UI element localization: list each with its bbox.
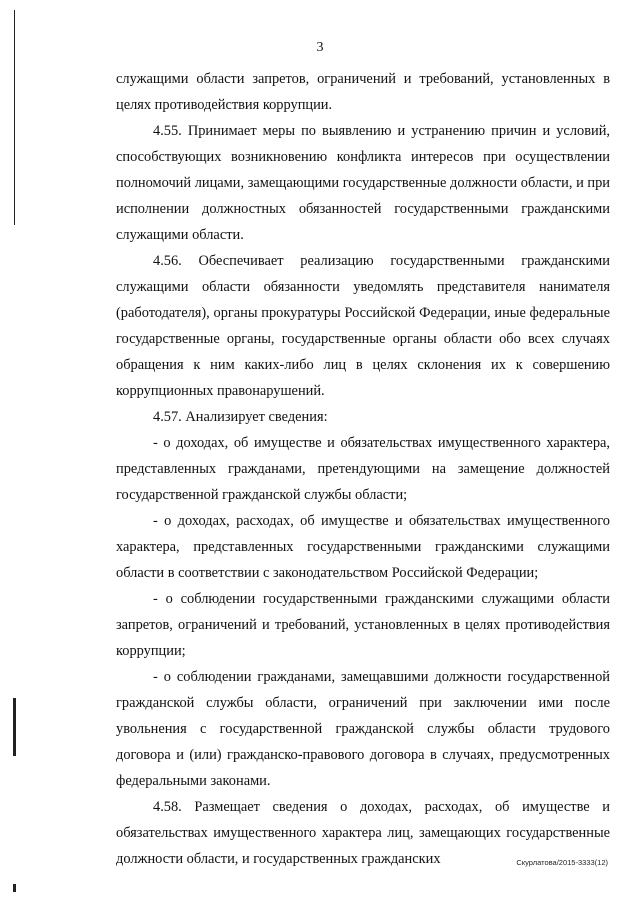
list-item-incomes-citizens: - о доходах, об имуществе и обязательствах имущественного характера, представленных гражданами, претендующими на замещение должностей государственной гражданской службы области;	[116, 435, 610, 503]
registration-mark: Скурлатова/2015-3333(12)	[516, 858, 608, 867]
paragraph-continuation: служащими области запретов, ограничений и требований, установленных в целях противодействия коррупции.	[116, 71, 610, 113]
page-number: 3	[316, 40, 324, 55]
document-body	[116, 66, 610, 872]
list-item-compliance-former-servants: - о соблюдении гражданами, замещавшими должности государственной гражданской службы области, ограничений при заключении ими после увольнения с государственной гражданской службы области трудового договора и (или) гражданско-правового договора в случаях, предусмотренных федеральными законами.	[116, 669, 610, 789]
margin-scan-line-mid	[13, 698, 16, 756]
list-item-compliance-prohibitions: - о соблюдении государственными гражданскими служащими области запретов, ограничений и требований, установленных в целях противодействия коррупции;	[116, 591, 610, 659]
paragraph-4-56: 4.56. Обеспечивает реализацию государственными гражданскими служащими области обязанности уведомлять представителя нанимателя (работодателя), органы прокуратуры Российской Федерации, иные федеральные государственные органы, государственные органы области обо всех случаях обращения к ним каких-либо лиц в целях склонения их к совершению коррупционных правонарушений.	[116, 253, 610, 399]
paragraph-4-55: 4.55. Принимает меры по выявлению и устранению причин и условий, способствующих возникновению конфликта интересов при осуществлении полномочий лицами, замещающими государственные должности области, и при исполнении должностных обязанностей государственными гражданскими служащими области.	[116, 123, 610, 243]
paragraph-4-58: 4.58. Размещает сведения о доходах, расходах, об имуществе и обязательствах имущественного характера лиц, замещающих государственные должности области, и государственных гражданских	[116, 799, 610, 867]
list-item-incomes-servants: - о доходах, расходах, об имуществе и обязательствах имущественного характера, представленных государственными гражданскими служащими области в соответствии с законодательством Российской Федерации;	[116, 513, 610, 581]
paragraph-4-57: 4.57. Анализирует сведения:	[153, 409, 328, 425]
margin-scan-mark-bottom	[13, 884, 16, 892]
